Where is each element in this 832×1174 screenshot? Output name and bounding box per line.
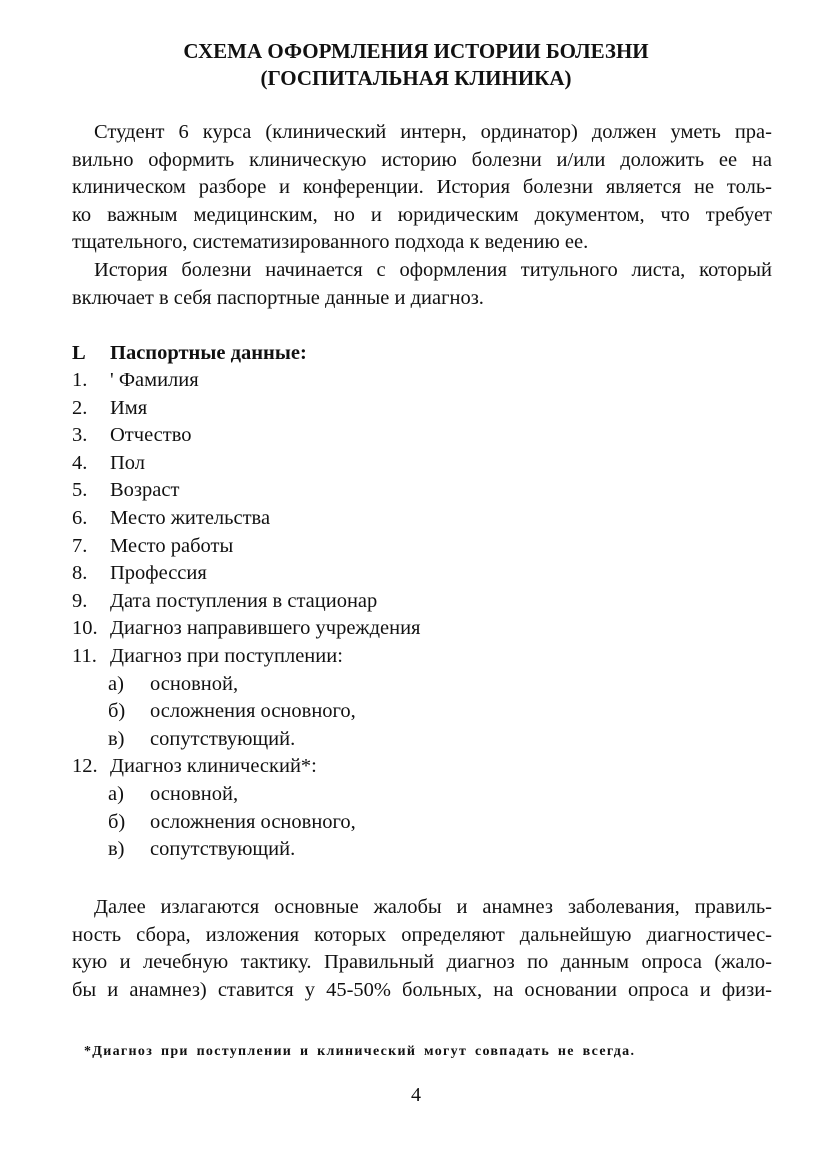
section-heading [72,339,307,367]
intro-paragraph-2 [72,257,772,312]
list-item-text: Пол [110,451,146,474]
list-item-text: осложнения основного, [150,810,356,833]
intro-paragraph-1 [72,119,772,257]
text-line: ность сбора, изложения которых определяют дальнейшую диагностичес- [72,923,772,946]
list-item-number: 3. [72,424,88,447]
list-item-number: в) [108,727,125,750]
list-item-text: основной, [150,782,239,805]
list-item-text: Диагноз клинический*: [110,755,317,778]
list-item-number: 9. [72,589,88,612]
list-subitem [72,836,572,864]
list-item-number: б) [108,810,126,833]
text-line: клиническом разборе и конференции. История болезни является не толь- [72,176,772,199]
list-item [72,643,572,671]
list-item [72,560,572,588]
continuation-paragraph [72,894,772,1004]
list-item-number: 4. [72,451,88,474]
list-subitem [72,781,572,809]
text-line: ко важным медицинским, но и юридическим документом, что требует [72,203,772,226]
list-item-text: Возраст [110,479,180,502]
list-item-number: 8. [72,562,88,585]
list-item [72,422,572,450]
list-item-number: 12. [72,755,98,778]
list-item [72,588,572,616]
list-item-text: Дата поступления в стационар [110,589,378,612]
text-line: тщательного, систематизированного подхода к ведению ее. [72,231,589,254]
list-item-text: сопутствующий. [150,727,296,750]
list-item [72,533,572,561]
list-item-text: Диагноз при поступлении: [110,644,343,667]
list-item-text: Место жительства [110,506,271,529]
list-item [72,477,572,505]
passport-data-list [72,367,572,864]
list-item-text: Отчество [110,424,192,447]
list-item-text: ' Фамилия [110,369,199,391]
text-line: включает в себя паспортные данные и диагноз. [72,286,484,309]
list-item-text: Имя [110,396,148,419]
document-title-line-1: СХЕМА ОФОРМЛЕНИЯ ИСТОРИИ БОЛЕЗНИ [183,39,649,63]
list-item [72,505,572,533]
text-line: История болезни начинается с оформления титульного листа, который [94,259,772,281]
list-item-number: 5. [72,479,88,502]
list-item-number: 1. [72,369,88,391]
document-title-line-2: (ГОСПИТАЛЬНАЯ КЛИНИКА) [260,66,572,90]
list-item-number: 6. [72,506,88,529]
list-item-text: осложнения основного, [150,700,356,723]
list-item-number: 2. [72,396,88,419]
list-subitem [72,726,572,754]
list-item-number: в) [108,838,125,861]
list-subitem [72,698,572,726]
list-item-number: 10. [72,617,98,640]
text-line: Далее излагаются основные жалобы и анамнез заболевания, правиль- [94,896,772,918]
section-number: L [72,342,86,364]
list-item-number: а) [108,782,124,805]
list-item-text: Профессия [110,562,207,585]
list-item-text: Диагноз направившего учреждения [110,617,421,640]
list-item-number: 11. [72,644,97,667]
list-item [72,395,572,423]
list-item-text: Место работы [110,534,234,557]
text-line: бы и анамнез) ставится у 45-50% больных, на основании опроса и физи- [72,978,772,1001]
section-title: Паспортные данные: [110,342,307,364]
list-item-number: б) [108,700,126,723]
list-item [72,753,572,781]
text-line: кую и лечебную тактику. Правильный диагноз по данным опроса (жало- [72,951,772,974]
list-item [72,450,572,478]
footnote: *Диагноз при поступлении и клинический могут совпадать не всегда. [84,1044,636,1059]
list-item [72,367,572,395]
text-line: Студент 6 курса (клинический интерн, ординатор) должен уметь пра- [94,121,772,143]
list-item-text: сопутствующий. [150,838,296,861]
page-number: 4 [411,1084,421,1106]
list-item-number: 7. [72,534,88,557]
list-item [72,615,572,643]
list-subitem [72,671,572,699]
list-item-number: а) [108,672,124,695]
text-line: вильно оформить клиническую историю болезни и/или доложить ее на [72,148,772,171]
list-subitem [72,809,572,837]
list-item-text: основной, [150,672,239,695]
